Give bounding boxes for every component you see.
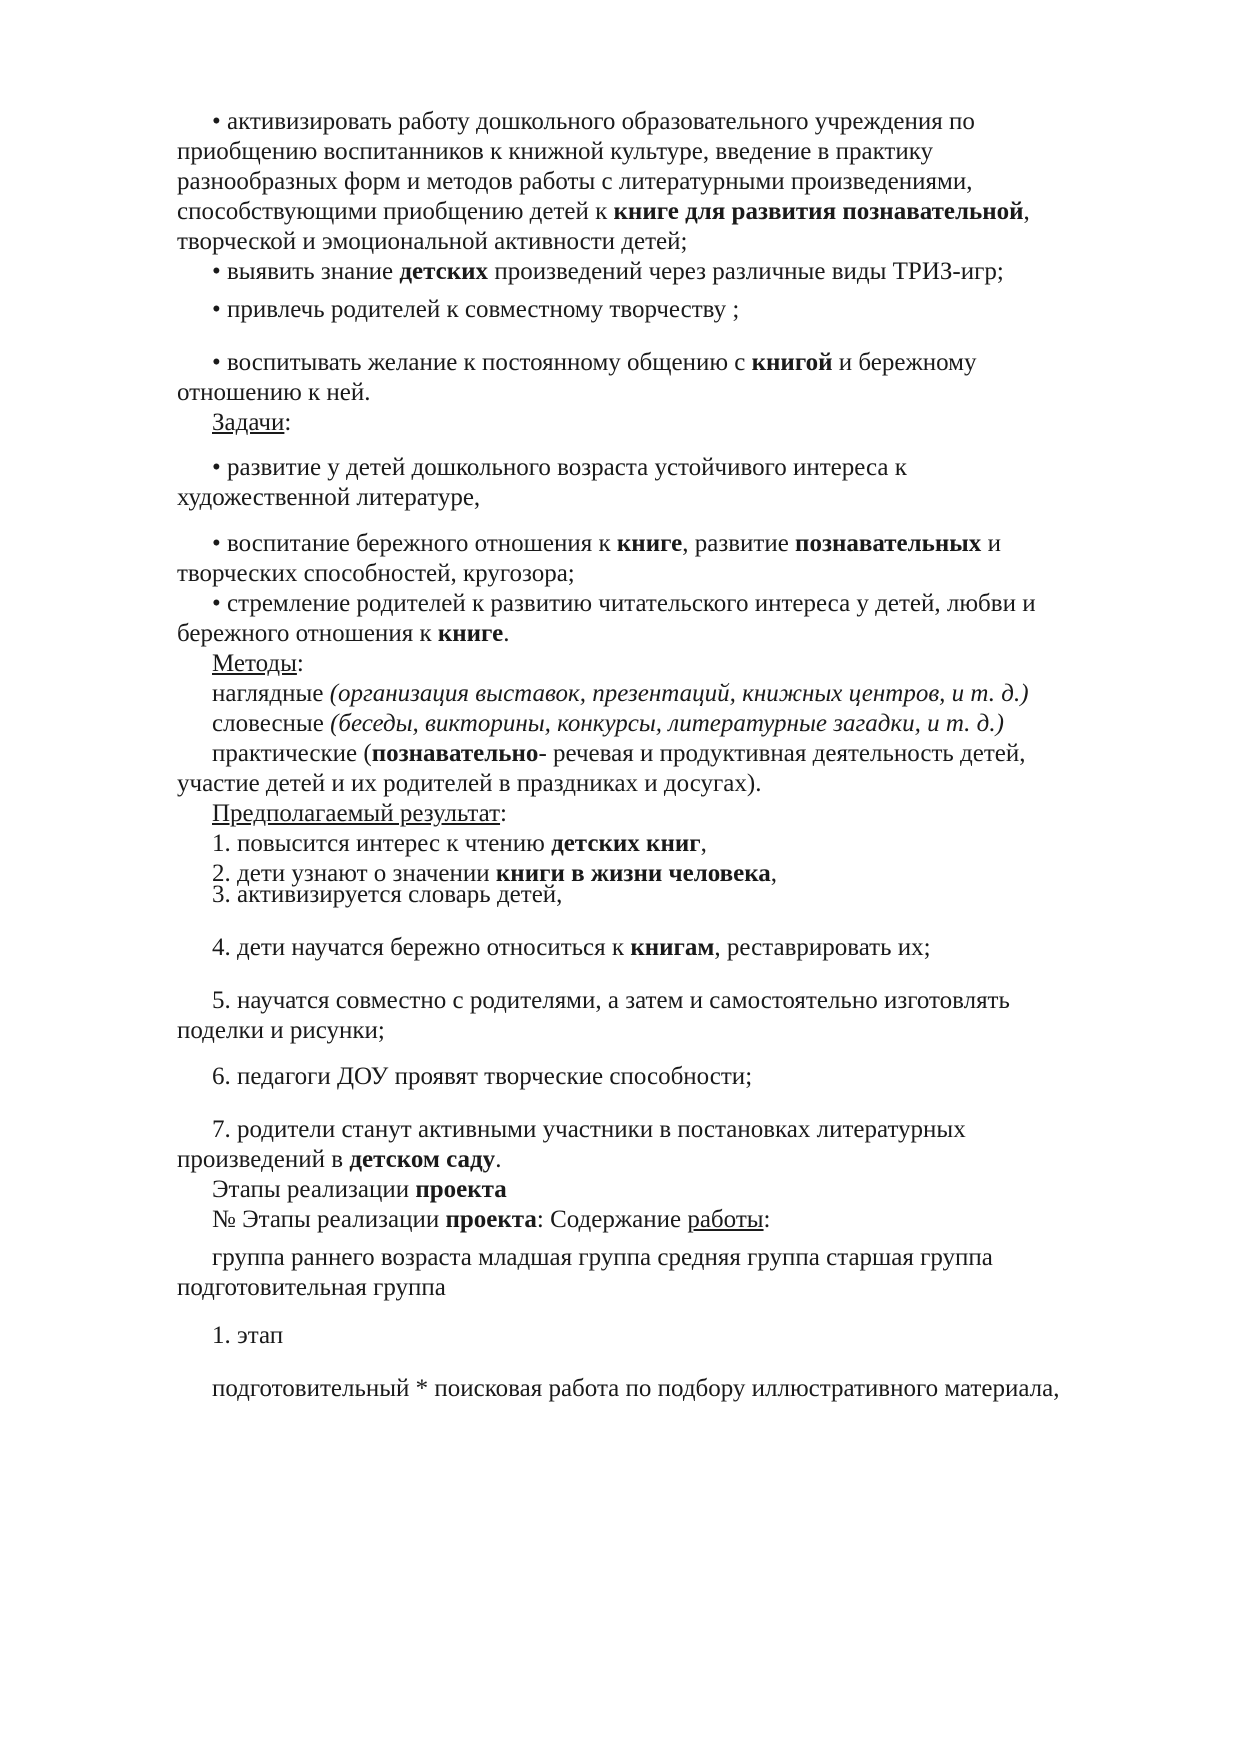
text-line: Предполагаемый результат: xyxy=(212,800,507,827)
text-line: 2. дети узнают о значении книги в жизни человека, xyxy=(212,860,777,887)
result-item-6 xyxy=(177,1062,1137,1092)
result-item-7 xyxy=(177,1115,1137,1235)
result-item-5 xyxy=(177,986,1137,1046)
result-item-4 xyxy=(177,933,1137,963)
text-line: Этапы реализации проекта xyxy=(212,1176,507,1203)
result-item-3 xyxy=(177,880,1137,910)
text-line: • стремление родителей к развитию читательского интереса у детей, любви и xyxy=(212,590,1036,617)
text-line: наглядные (организация выставок, презентаций, книжных центров, и т. д.) xyxy=(212,680,1029,707)
text-line: 5. научатся совместно с родителями, а затем и самостоятельно изготовлять xyxy=(212,987,1010,1014)
text-line: отношению к ней. xyxy=(177,379,371,406)
text-line: 1. этап xyxy=(212,1322,284,1349)
text-line: № Этапы реализации проекта: Содержание работы: xyxy=(212,1206,771,1233)
text-line: практические (познавательно- речевая и продуктивная деятельность детей, xyxy=(212,740,1026,767)
text-line: 4. дети научатся бережно относиться к книгам, реставрировать их; xyxy=(212,934,931,961)
text-line: словесные (беседы, викторины, конкурсы, литературные загадки, и т. д.) xyxy=(212,710,1004,737)
text-line: 6. педагоги ДОУ проявят творческие способности; xyxy=(212,1063,753,1090)
text-line: • выявить знание детских произведений через различные виды ТРИЗ-игр; xyxy=(212,258,1004,285)
text-line: группа раннего возраста младшая группа средняя группа старшая группа xyxy=(212,1244,993,1271)
text-line: • воспитывать желание к постоянному общению с книгой и бережному xyxy=(212,349,977,376)
stage-1 xyxy=(177,1321,1137,1351)
text-line: приобщению воспитанников к книжной культуре, введение в практику xyxy=(177,138,933,165)
text-line: разнообразных форм и методов работы с литературными произведениями, xyxy=(177,168,973,195)
groups-line xyxy=(177,1243,1137,1303)
text-line: участие детей и их родителей в праздниках и досугах). xyxy=(177,770,762,797)
text-line: подготовительный * поисковая работа по подбору иллюстративного материала, xyxy=(212,1375,1060,1402)
text-line: • привлечь родителей к совместному творчеству ; xyxy=(212,296,740,323)
task-item-1 xyxy=(177,453,1137,513)
text-line: художественной литературе, xyxy=(177,484,481,511)
goal-item-1 xyxy=(177,107,1137,287)
task-item-2 xyxy=(177,529,1137,889)
text-line: 3. активизируется словарь детей, xyxy=(212,881,563,908)
text-line: способствующими приобщению детей к книге для развития познавательной, xyxy=(177,198,1030,225)
text-line: творческих способностей, кругозора; xyxy=(177,560,575,587)
text-line: • активизировать работу дошкольного образовательного учреждения по xyxy=(212,108,975,135)
text-line: Задачи: xyxy=(212,409,292,436)
text-line: творческой и эмоциональной активности детей; xyxy=(177,228,688,255)
text-line: поделки и рисунки; xyxy=(177,1017,385,1044)
text-line: произведений в детском саду. xyxy=(177,1146,502,1173)
text-line: 7. родители станут активными участники в постановках литературных xyxy=(212,1116,966,1143)
goal-item-2 xyxy=(177,295,1137,325)
goal-item-3 xyxy=(177,348,1137,438)
text-line: бережного отношения к книге. xyxy=(177,620,510,647)
text-line: подготовительная группа xyxy=(177,1274,446,1301)
text-line: Методы: xyxy=(212,650,304,677)
text-line: 1. повысится интерес к чтению детских книг, xyxy=(212,830,707,857)
text-line: • развитие у детей дошкольного возраста устойчивого интереса к xyxy=(212,454,907,481)
text-line: • воспитание бережного отношения к книге, развитие познавательных и xyxy=(212,530,1001,557)
stage-1-content xyxy=(177,1374,1137,1404)
